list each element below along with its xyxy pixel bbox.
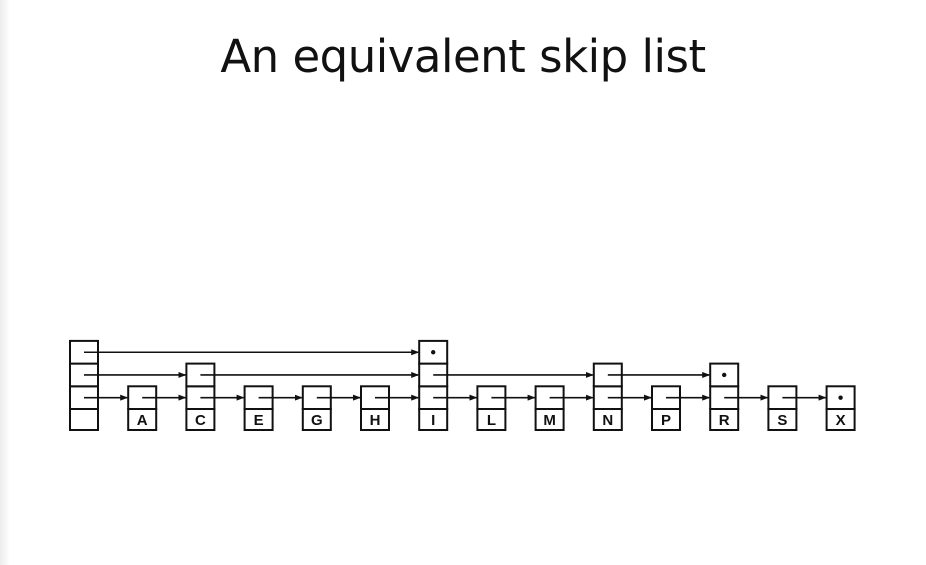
key-cell	[70, 409, 98, 430]
node-g	[303, 386, 331, 430]
node-key-label: A	[136, 412, 148, 429]
null-pointer-dot	[431, 350, 435, 354]
node-s	[768, 386, 796, 430]
node-key-label: M	[543, 412, 556, 429]
node-i	[419, 341, 447, 430]
node-key-label: C	[194, 412, 206, 429]
node-key-label: G	[310, 412, 323, 429]
node-c	[186, 364, 214, 430]
node-m	[536, 386, 564, 430]
node-key-label: E	[253, 412, 264, 429]
slide-title: An equivalent skip list	[220, 30, 706, 83]
node-key-label: P	[660, 412, 672, 429]
null-pointer-dot	[722, 373, 726, 377]
node-key-label: I	[431, 412, 436, 429]
node-key-label: N	[602, 412, 614, 429]
node-r	[710, 364, 738, 430]
null-pointer-dot	[838, 395, 842, 399]
node-key-label: H	[369, 412, 381, 429]
node-key-label: L	[486, 412, 496, 429]
node-a	[128, 386, 156, 430]
node-key-label: R	[718, 412, 730, 429]
node-l	[477, 386, 505, 430]
node-key-label: X	[835, 412, 846, 429]
node-p	[652, 386, 680, 430]
node-header	[70, 341, 98, 430]
node-e	[245, 386, 273, 430]
node-n	[594, 364, 622, 430]
node-key-label: S	[777, 412, 788, 429]
node-h	[361, 386, 389, 430]
node-x	[827, 386, 855, 430]
skip-list-nodes	[70, 341, 855, 430]
